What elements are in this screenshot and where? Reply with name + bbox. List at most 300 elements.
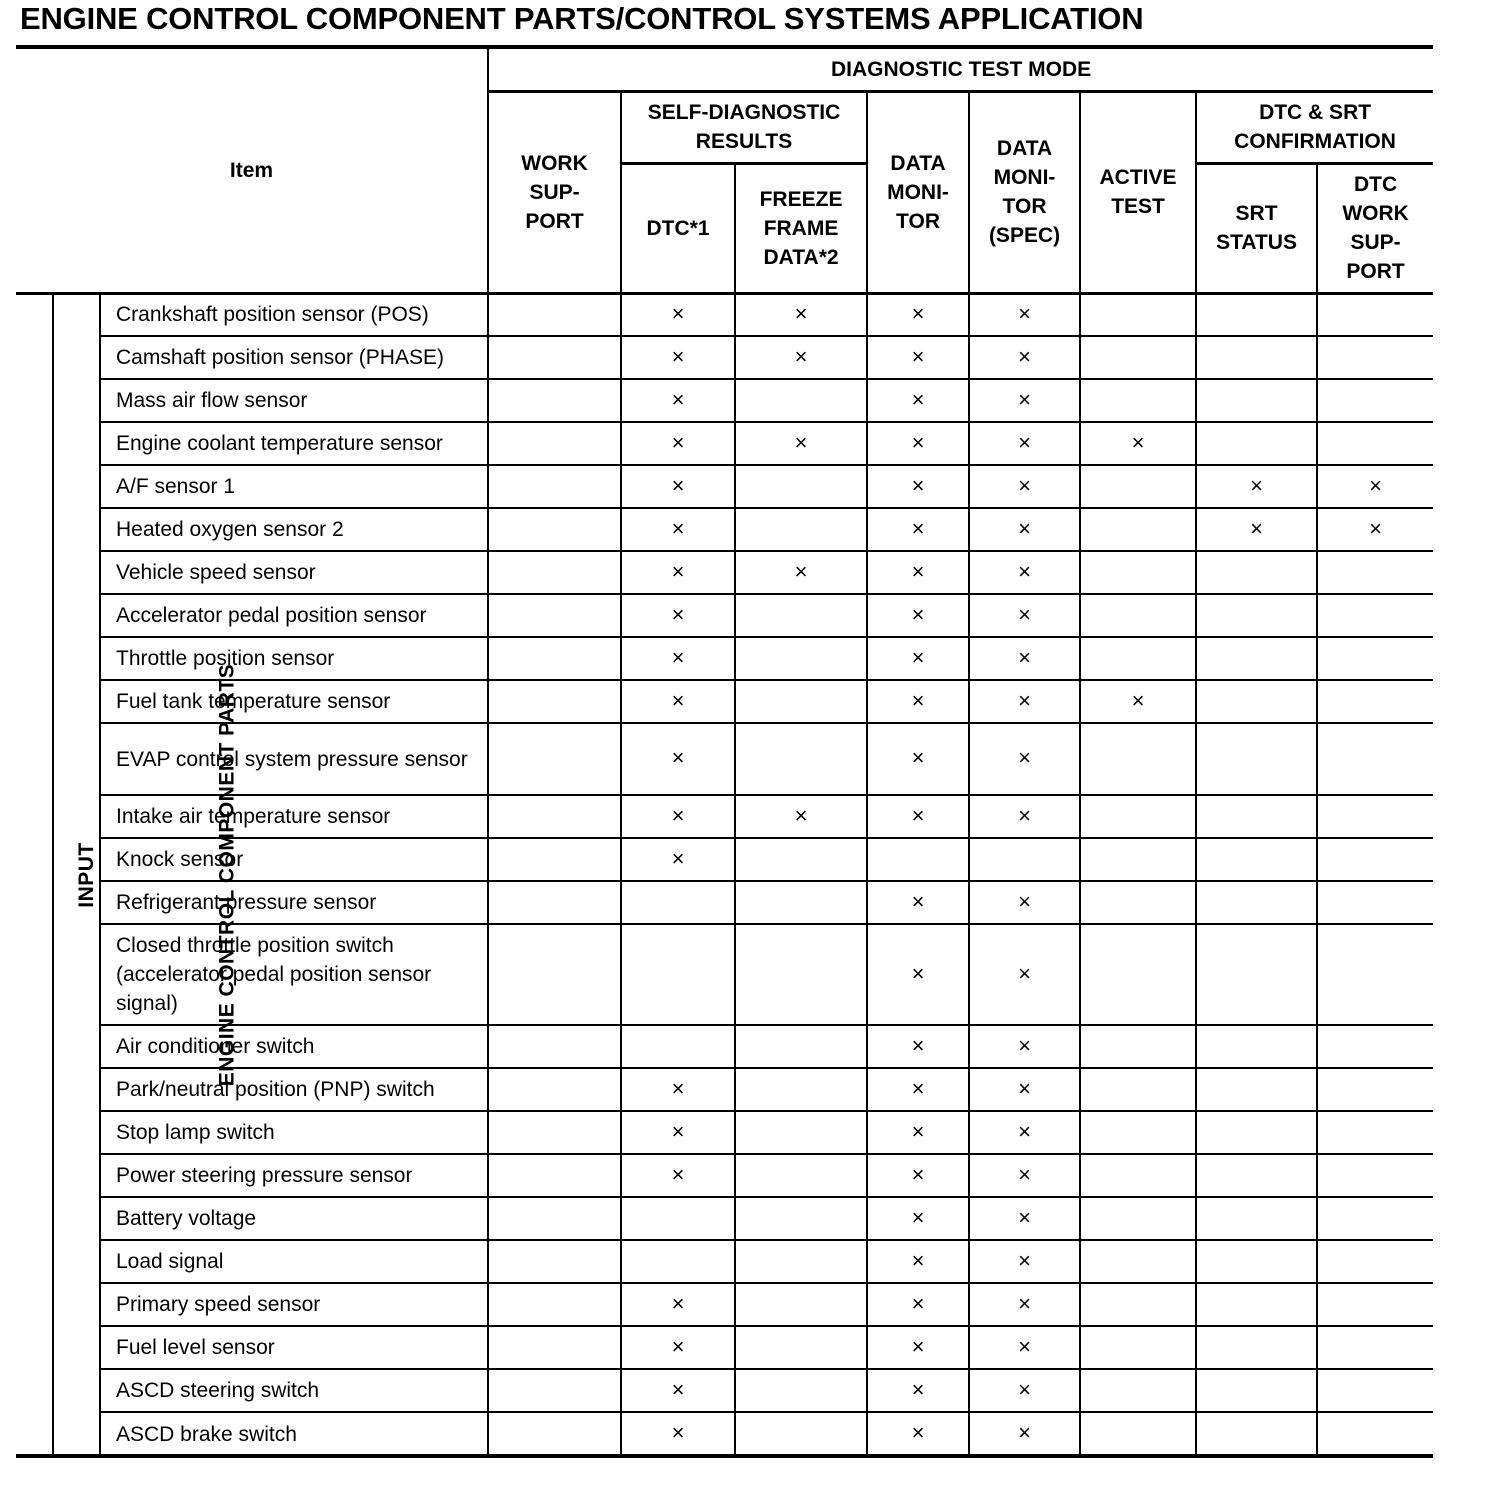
cell-srt-status xyxy=(1196,1283,1317,1326)
cell-active-test xyxy=(1080,1025,1196,1068)
header-line: FREEZE xyxy=(759,187,843,211)
x-mark-icon: × xyxy=(671,558,685,584)
cell-data-monitor-spec xyxy=(969,1111,1080,1154)
cell-work-support xyxy=(488,924,621,1025)
cell-active-test xyxy=(1080,1068,1196,1111)
dtc-srt-confirmation-header xyxy=(1196,91,1433,163)
header-line: PORT xyxy=(1346,260,1405,283)
x-mark-icon: × xyxy=(1018,745,1031,770)
header-line: DTC xyxy=(1353,173,1398,196)
cell-data-monitor xyxy=(867,680,969,723)
cell-srt-status xyxy=(1196,1068,1317,1111)
cell-freeze-frame xyxy=(735,881,867,924)
cell-dtc xyxy=(621,422,735,465)
cell-data-monitor xyxy=(867,422,969,465)
x-mark-icon: × xyxy=(671,644,685,670)
cell-freeze-frame xyxy=(735,795,867,838)
cell-data-monitor xyxy=(867,1326,969,1369)
x-mark-icon: × xyxy=(1018,888,1031,914)
cell-dtc-work-support xyxy=(1317,293,1433,336)
x-mark-icon: × xyxy=(671,343,685,369)
x-mark-icon: × xyxy=(1250,515,1263,541)
table-row xyxy=(16,508,1433,551)
cell-srt-status xyxy=(1196,838,1317,881)
x-mark-icon: × xyxy=(1018,960,1031,986)
cell-data-monitor xyxy=(867,1240,969,1283)
cell-active-test xyxy=(1080,379,1196,422)
header-line: CONFIRMATION xyxy=(1234,130,1396,153)
table-row xyxy=(16,1326,1433,1369)
x-mark-icon: × xyxy=(671,802,685,828)
header-line: DATA xyxy=(996,137,1053,160)
cell-data-monitor xyxy=(867,1283,969,1326)
cell-dtc-work-support xyxy=(1317,1197,1433,1240)
cell-dtc-work-support xyxy=(1317,795,1433,838)
cell-data-monitor-spec xyxy=(969,637,1080,680)
cell-work-support xyxy=(488,465,621,508)
cell-data-monitor xyxy=(867,1412,969,1455)
cell-freeze-frame xyxy=(735,1197,867,1240)
x-mark-icon: × xyxy=(1018,1032,1031,1058)
cell-dtc xyxy=(621,1412,735,1455)
x-mark-icon: × xyxy=(671,1376,685,1402)
header-line: RESULTS xyxy=(695,130,793,153)
cell-work-support xyxy=(488,551,621,594)
cell-work-support xyxy=(488,838,621,881)
cell-srt-status xyxy=(1196,1154,1317,1197)
cell-srt-status xyxy=(1196,594,1317,637)
cell-work-support xyxy=(488,336,621,379)
x-mark-icon: × xyxy=(794,429,808,455)
cell-dtc-work-support xyxy=(1317,1240,1433,1283)
x-mark-icon: × xyxy=(671,687,685,713)
cell-dtc-work-support xyxy=(1317,924,1433,1025)
cell-data-monitor xyxy=(867,1068,969,1111)
x-mark-icon: × xyxy=(911,960,925,986)
cell-active-test xyxy=(1080,1197,1196,1240)
cell-data-monitor xyxy=(867,551,969,594)
cell-data-monitor xyxy=(867,1154,969,1197)
cell-work-support xyxy=(488,1369,621,1412)
table-row xyxy=(16,1111,1433,1154)
cell-freeze-frame xyxy=(735,1412,867,1455)
cell-srt-status xyxy=(1196,881,1317,924)
cell-freeze-frame xyxy=(735,1283,867,1326)
x-mark-icon: × xyxy=(671,1333,685,1359)
x-mark-icon: × xyxy=(1018,601,1031,627)
cell-data-monitor-spec xyxy=(969,795,1080,838)
x-mark-icon: × xyxy=(911,601,925,627)
item-label: Stop lamp switch xyxy=(100,1111,488,1154)
x-mark-icon: × xyxy=(911,745,925,770)
x-mark-icon: × xyxy=(1250,472,1263,498)
x-mark-icon: × xyxy=(1131,687,1145,713)
table-row xyxy=(16,379,1433,422)
x-mark-icon: × xyxy=(1018,644,1031,670)
cell-active-test xyxy=(1080,1154,1196,1197)
cell-srt-status xyxy=(1196,508,1317,551)
x-mark-icon: × xyxy=(1018,687,1031,713)
cell-data-monitor-spec xyxy=(969,881,1080,924)
cell-dtc xyxy=(621,1240,735,1283)
item-label: A/F sensor 1 xyxy=(100,465,488,508)
srt-status-header xyxy=(1196,163,1317,293)
x-mark-icon: × xyxy=(1018,300,1031,326)
cell-srt-status xyxy=(1196,336,1317,379)
cell-dtc-work-support xyxy=(1317,1111,1433,1154)
cell-dtc xyxy=(621,838,735,881)
diagnostic-test-mode-header: DIAGNOSTIC TEST MODE xyxy=(488,49,1433,91)
cell-active-test xyxy=(1080,1283,1196,1326)
cell-dtc xyxy=(621,795,735,838)
cell-dtc xyxy=(621,293,735,336)
cell-data-monitor-spec xyxy=(969,422,1080,465)
x-mark-icon: × xyxy=(671,1075,685,1101)
x-mark-icon: × xyxy=(911,888,925,914)
data-monitor-spec-header xyxy=(969,91,1080,293)
x-mark-icon: × xyxy=(911,1333,925,1359)
cell-dtc xyxy=(621,1326,735,1369)
cell-work-support xyxy=(488,422,621,465)
header-line: WORK xyxy=(521,151,588,175)
cell-active-test xyxy=(1080,838,1196,881)
x-mark-icon: × xyxy=(794,558,808,584)
item-label: Primary speed sensor xyxy=(100,1283,488,1326)
x-mark-icon: × xyxy=(794,300,808,326)
cell-data-monitor-spec xyxy=(969,723,1080,795)
x-mark-icon: × xyxy=(671,429,685,455)
header-line: MONI- xyxy=(993,166,1056,189)
cell-dtc-work-support xyxy=(1317,379,1433,422)
cell-data-monitor xyxy=(867,795,969,838)
cell-dtc-work-support xyxy=(1317,1154,1433,1197)
cell-dtc-work-support xyxy=(1317,508,1433,551)
cell-dtc-work-support xyxy=(1317,637,1433,680)
cell-data-monitor-spec xyxy=(969,465,1080,508)
cell-srt-status xyxy=(1196,924,1317,1025)
cell-active-test xyxy=(1080,551,1196,594)
header-line: SUP- xyxy=(529,180,580,204)
header-line: WORK xyxy=(1342,202,1409,225)
x-mark-icon: × xyxy=(1018,1290,1031,1316)
item-label: ASCD brake switch xyxy=(100,1412,488,1455)
item-label: Throttle position sensor xyxy=(100,637,488,680)
cell-srt-status xyxy=(1196,1326,1317,1369)
cell-data-monitor-spec xyxy=(969,680,1080,723)
cell-work-support xyxy=(488,1197,621,1240)
x-mark-icon: × xyxy=(911,472,925,498)
cell-active-test xyxy=(1080,465,1196,508)
header-line: (SPEC) xyxy=(988,224,1061,247)
cell-freeze-frame xyxy=(735,465,867,508)
cell-work-support xyxy=(488,293,621,336)
cell-work-support xyxy=(488,379,621,422)
cell-dtc xyxy=(621,1111,735,1154)
x-mark-icon: × xyxy=(911,558,925,584)
cell-active-test xyxy=(1080,1240,1196,1283)
x-mark-icon: × xyxy=(911,515,925,541)
cell-work-support xyxy=(488,1025,621,1068)
cell-dtc-work-support xyxy=(1317,1283,1433,1326)
cell-freeze-frame xyxy=(735,680,867,723)
cell-data-monitor xyxy=(867,465,969,508)
cell-data-monitor-spec xyxy=(969,336,1080,379)
x-mark-icon: × xyxy=(671,845,685,871)
x-mark-icon: × xyxy=(1018,1333,1031,1359)
header-line: TOR xyxy=(896,209,940,233)
cell-data-monitor-spec xyxy=(969,594,1080,637)
cell-dtc xyxy=(621,1197,735,1240)
self-diagnostic-results-header xyxy=(621,91,867,163)
item-label: Refrigerant pressure sensor xyxy=(100,881,488,924)
cell-active-test xyxy=(1080,508,1196,551)
cell-srt-status xyxy=(1196,795,1317,838)
cell-active-test xyxy=(1080,723,1196,795)
x-mark-icon: × xyxy=(1018,1118,1031,1144)
cell-data-monitor xyxy=(867,838,969,881)
cell-dtc xyxy=(621,1068,735,1111)
cell-data-monitor-spec xyxy=(969,379,1080,422)
cell-active-test xyxy=(1080,1326,1196,1369)
x-mark-icon: × xyxy=(911,386,925,412)
data-monitor-header xyxy=(867,91,969,293)
cell-data-monitor-spec xyxy=(969,1240,1080,1283)
cell-work-support xyxy=(488,723,621,795)
cell-active-test xyxy=(1080,1111,1196,1154)
cell-srt-status xyxy=(1196,680,1317,723)
cell-data-monitor-spec xyxy=(969,1369,1080,1412)
item-label: Camshaft position sensor (PHASE) xyxy=(100,336,488,379)
item-label: Crankshaft position sensor (POS) xyxy=(100,293,488,336)
table-row xyxy=(16,594,1433,637)
cell-freeze-frame xyxy=(735,1025,867,1068)
cell-dtc-work-support xyxy=(1317,465,1433,508)
item-label: Knock sensor xyxy=(100,838,488,881)
cell-data-monitor-spec xyxy=(969,1412,1080,1455)
cell-dtc xyxy=(621,1154,735,1197)
x-mark-icon: × xyxy=(911,1376,925,1402)
cell-srt-status xyxy=(1196,293,1317,336)
x-mark-icon: × xyxy=(671,1161,685,1187)
cell-data-monitor xyxy=(867,293,969,336)
cell-dtc xyxy=(621,637,735,680)
x-mark-icon: × xyxy=(671,601,685,627)
table-body xyxy=(16,293,1433,1455)
cell-srt-status xyxy=(1196,1197,1317,1240)
item-label: Engine coolant temperature sensor xyxy=(100,422,488,465)
header-line: TEST xyxy=(1111,195,1165,218)
item-label: Air conditioner switch xyxy=(100,1025,488,1068)
cell-srt-status xyxy=(1196,1111,1317,1154)
cell-dtc-work-support xyxy=(1317,422,1433,465)
x-mark-icon: × xyxy=(911,1118,925,1144)
cell-work-support xyxy=(488,594,621,637)
cell-freeze-frame xyxy=(735,1068,867,1111)
x-mark-icon: × xyxy=(1018,802,1031,828)
item-label: Power steering pressure sensor xyxy=(100,1154,488,1197)
x-mark-icon: × xyxy=(671,300,685,326)
cell-freeze-frame xyxy=(735,1326,867,1369)
x-mark-icon: × xyxy=(911,1161,925,1187)
dtc-work-support-header xyxy=(1317,163,1433,293)
cell-srt-status xyxy=(1196,723,1317,795)
cell-freeze-frame xyxy=(735,723,867,795)
x-mark-icon: × xyxy=(911,1204,925,1230)
x-mark-icon: × xyxy=(911,802,925,828)
cell-data-monitor xyxy=(867,1369,969,1412)
x-mark-icon: × xyxy=(671,386,685,412)
item-label: Load signal xyxy=(100,1240,488,1283)
x-mark-icon: × xyxy=(1018,1420,1031,1445)
work-support-header xyxy=(488,91,621,293)
cell-work-support xyxy=(488,637,621,680)
cell-freeze-frame xyxy=(735,551,867,594)
cell-data-monitor xyxy=(867,508,969,551)
cell-srt-status xyxy=(1196,1025,1317,1068)
x-mark-icon: × xyxy=(911,300,925,326)
header-line: DTC & SRT xyxy=(1259,101,1372,124)
cell-data-monitor xyxy=(867,637,969,680)
header-line: SUP- xyxy=(1350,231,1401,254)
x-mark-icon: × xyxy=(911,343,925,369)
cell-work-support xyxy=(488,1111,621,1154)
cell-data-monitor xyxy=(867,594,969,637)
table-row xyxy=(16,1412,1433,1455)
cell-data-monitor-spec xyxy=(969,1025,1080,1068)
cell-dtc xyxy=(621,1369,735,1412)
x-mark-icon: × xyxy=(911,687,925,713)
table-row xyxy=(16,1283,1433,1326)
item-header: Item xyxy=(16,49,488,293)
application-table xyxy=(16,49,1433,1455)
table-row xyxy=(16,1197,1433,1240)
cell-srt-status xyxy=(1196,379,1317,422)
x-mark-icon: × xyxy=(1369,515,1382,541)
cell-data-monitor xyxy=(867,924,969,1025)
item-label: Park/neutral position (PNP) switch xyxy=(100,1068,488,1111)
page-title: ENGINE CONTROL COMPONENT PARTS/CONTROL SYSTEMS APPLICATION xyxy=(20,1,1144,36)
x-mark-icon: × xyxy=(1018,1376,1031,1402)
cell-data-monitor-spec xyxy=(969,1283,1080,1326)
active-test-header xyxy=(1080,91,1196,293)
cell-dtc xyxy=(621,336,735,379)
header-line: ACTIVE xyxy=(1099,166,1177,189)
dtc-header: DTC*1 xyxy=(621,163,735,293)
cell-dtc-work-support xyxy=(1317,1068,1433,1111)
cell-freeze-frame xyxy=(735,838,867,881)
x-mark-icon: × xyxy=(911,1290,925,1316)
cell-dtc xyxy=(621,594,735,637)
cell-dtc xyxy=(621,881,735,924)
x-mark-icon: × xyxy=(671,745,685,770)
cell-freeze-frame xyxy=(735,1154,867,1197)
cell-dtc-work-support xyxy=(1317,838,1433,881)
cell-dtc-work-support xyxy=(1317,1412,1433,1455)
cell-work-support xyxy=(488,1283,621,1326)
x-mark-icon: × xyxy=(911,1420,925,1445)
cell-work-support xyxy=(488,680,621,723)
cell-freeze-frame xyxy=(735,293,867,336)
x-mark-icon: × xyxy=(1018,429,1031,455)
cell-freeze-frame xyxy=(735,508,867,551)
item-label: ASCD steering switch xyxy=(100,1369,488,1412)
cell-data-monitor xyxy=(867,723,969,795)
x-mark-icon: × xyxy=(671,1290,685,1316)
cell-dtc-work-support xyxy=(1317,1025,1433,1068)
header-line: STATUS xyxy=(1216,231,1297,254)
x-mark-icon: × xyxy=(911,429,925,455)
cell-data-monitor-spec xyxy=(969,1154,1080,1197)
cell-dtc xyxy=(621,465,735,508)
cell-dtc-work-support xyxy=(1317,336,1433,379)
cell-freeze-frame xyxy=(735,594,867,637)
x-mark-icon: × xyxy=(794,802,808,828)
cell-dtc xyxy=(621,551,735,594)
cell-dtc-work-support xyxy=(1317,680,1433,723)
cell-work-support xyxy=(488,795,621,838)
bottom-rule xyxy=(16,1454,1433,1458)
cell-work-support xyxy=(488,1240,621,1283)
cell-data-monitor xyxy=(867,881,969,924)
header-line: PORT xyxy=(525,209,584,233)
cell-active-test xyxy=(1080,795,1196,838)
cell-freeze-frame xyxy=(735,1240,867,1283)
cell-work-support xyxy=(488,1068,621,1111)
cell-active-test xyxy=(1080,924,1196,1025)
x-mark-icon: × xyxy=(1018,1247,1031,1273)
cell-dtc xyxy=(621,1283,735,1326)
cell-freeze-frame xyxy=(735,422,867,465)
cell-active-test xyxy=(1080,680,1196,723)
cell-work-support xyxy=(488,1326,621,1369)
engine-control-component-parts-label: ENGINE CONTROL COMPONENT PARTS xyxy=(16,293,53,1455)
x-mark-icon: × xyxy=(671,1118,685,1144)
cell-active-test xyxy=(1080,1412,1196,1455)
table-row xyxy=(16,1154,1433,1197)
x-mark-icon: × xyxy=(1018,1161,1031,1187)
item-label: Accelerator pedal position sensor xyxy=(100,594,488,637)
cell-data-monitor xyxy=(867,379,969,422)
x-mark-icon: × xyxy=(911,1032,925,1058)
cell-data-monitor xyxy=(867,1111,969,1154)
cell-freeze-frame xyxy=(735,1369,867,1412)
table-row xyxy=(16,551,1433,594)
item-label: Fuel level sensor xyxy=(100,1326,488,1369)
cell-dtc xyxy=(621,723,735,795)
header-line: DATA xyxy=(890,151,946,175)
cell-active-test xyxy=(1080,637,1196,680)
header-line: MONI- xyxy=(887,180,949,204)
cell-data-monitor-spec xyxy=(969,508,1080,551)
x-mark-icon: × xyxy=(671,1420,685,1445)
cell-dtc xyxy=(621,379,735,422)
table-row xyxy=(16,465,1433,508)
x-mark-icon: × xyxy=(1369,472,1382,498)
cell-data-monitor-spec xyxy=(969,1326,1080,1369)
x-mark-icon: × xyxy=(794,343,808,369)
cell-srt-status xyxy=(1196,1369,1317,1412)
table-row xyxy=(16,422,1433,465)
header-line: FRAME xyxy=(763,216,839,240)
cell-active-test xyxy=(1080,422,1196,465)
cell-active-test xyxy=(1080,336,1196,379)
cell-data-monitor-spec xyxy=(969,838,1080,881)
x-mark-icon: × xyxy=(1018,515,1031,541)
item-label: Battery voltage xyxy=(100,1197,488,1240)
cell-data-monitor-spec xyxy=(969,551,1080,594)
header-line: SRT xyxy=(1235,202,1278,225)
cell-data-monitor xyxy=(867,336,969,379)
